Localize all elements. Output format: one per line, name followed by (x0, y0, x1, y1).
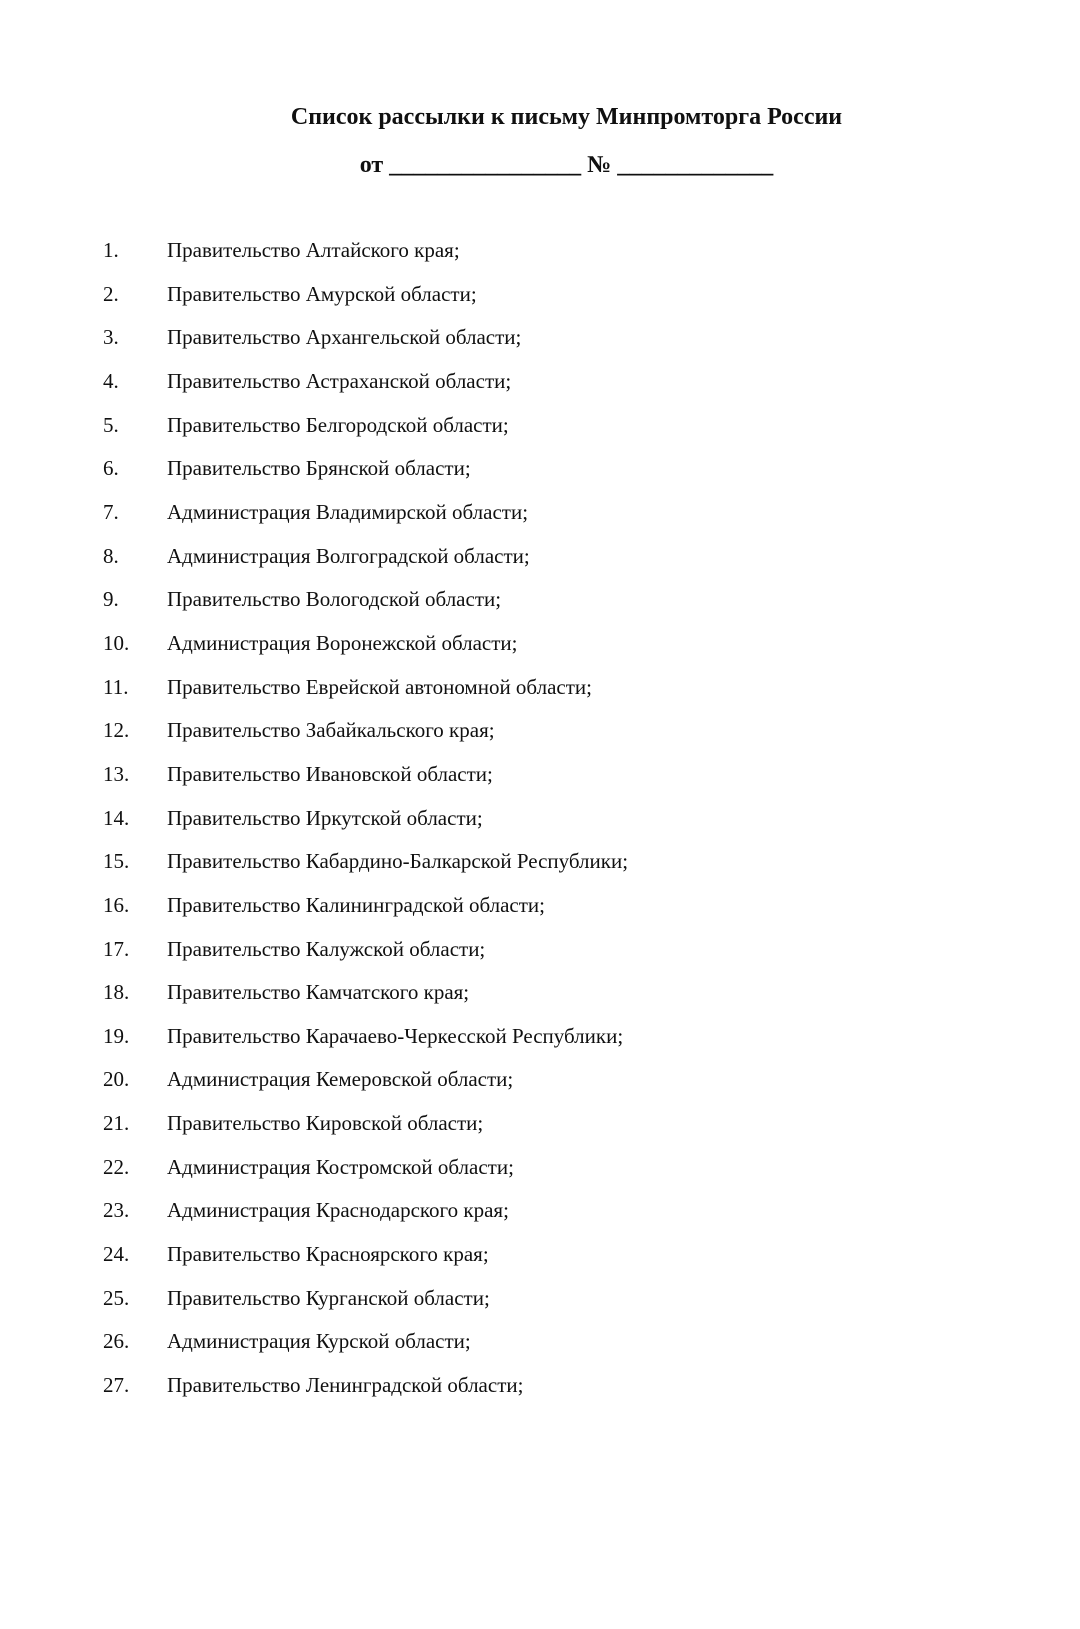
item-text: Правительство Кировской области; (167, 1111, 484, 1136)
item-number: 19. (103, 1023, 130, 1048)
list-item (103, 753, 1040, 797)
item-text: Администрация Владимирской области; (167, 499, 529, 524)
item-number: 12. (103, 718, 130, 743)
item-number: 27. (103, 1373, 130, 1398)
item-number: 23. (103, 1198, 130, 1223)
item-number: 8. (103, 543, 119, 568)
item-text: Правительство Забайкальского края; (167, 718, 495, 743)
item-text: Правительство Астраханской области; (167, 368, 512, 393)
list-item (103, 273, 1040, 317)
list-item (103, 1320, 1040, 1364)
document-subtitle (103, 149, 1030, 181)
item-number: 16. (103, 892, 130, 917)
item-text: Администрация Кемеровской области; (167, 1067, 514, 1092)
item-text: Правительство Ивановской области; (167, 761, 493, 786)
item-text: Правительство Кабардино-Балкарской Республики; (167, 849, 629, 874)
item-text: Правительство Ленинградской области; (167, 1373, 524, 1398)
list-item (103, 404, 1040, 448)
number-sign-label: № (587, 152, 612, 178)
item-text: Правительство Архангельской области; (167, 325, 522, 350)
item-text: Правительство Карачаево-Черкесской Республики; (167, 1023, 624, 1048)
item-number: 13. (103, 761, 130, 786)
item-text: Правительство Калининградской области; (167, 892, 545, 917)
date-blank-line: ________________ (389, 152, 582, 178)
item-number: 5. (103, 412, 119, 437)
list-item (103, 535, 1040, 579)
item-text: Администрация Костромской области; (167, 1154, 514, 1179)
item-number: 7. (103, 499, 119, 524)
list-item (103, 928, 1040, 972)
list-item (103, 1277, 1040, 1321)
item-number: 3. (103, 325, 119, 350)
item-number: 6. (103, 456, 119, 481)
item-number: 11. (103, 674, 129, 699)
item-number: 24. (103, 1242, 130, 1267)
list-item (103, 578, 1040, 622)
item-text: Правительство Алтайского края; (167, 238, 460, 262)
item-text: Администрация Курской области; (167, 1329, 471, 1354)
list-item (103, 316, 1040, 360)
item-text: Администрация Волгоградской области; (167, 543, 530, 568)
list-item (103, 1189, 1040, 1233)
list-item (103, 1233, 1040, 1277)
list-item (103, 622, 1040, 666)
item-number: 4. (103, 368, 119, 393)
list-item (103, 666, 1040, 710)
number-blank-line: _____________ (617, 152, 774, 178)
list-item (103, 1364, 1040, 1408)
list-item (103, 1015, 1040, 1059)
item-text: Правительство Еврейской автономной области; (167, 674, 592, 699)
list-item (103, 840, 1040, 884)
item-text: Правительство Камчатского края; (167, 980, 470, 1005)
item-text: Администрация Краснодарского края; (167, 1198, 509, 1223)
item-number: 25. (103, 1285, 130, 1310)
list-item (103, 971, 1040, 1015)
item-number: 21. (103, 1111, 130, 1136)
from-label: от (359, 152, 384, 178)
item-text: Правительство Иркутской области; (167, 805, 483, 830)
item-text: Администрация Воронежской области; (167, 630, 518, 655)
document-page (0, 101, 1080, 1629)
recipient-list (0, 229, 1080, 1408)
item-text: Правительство Вологодской области; (167, 587, 502, 612)
item-text: Правительство Красноярского края; (167, 1242, 489, 1267)
list-item (103, 447, 1040, 491)
item-number: 15. (103, 849, 130, 874)
item-text: Правительство Калужской области; (167, 936, 486, 961)
item-number: 2. (103, 281, 119, 306)
item-number: 14. (103, 805, 130, 830)
item-text: Правительство Белгородской области; (167, 412, 509, 437)
item-number: 9. (103, 587, 119, 612)
list-item (103, 1058, 1040, 1102)
item-number: 1. (103, 238, 119, 262)
list-item (103, 491, 1040, 535)
item-number: 17. (103, 936, 130, 961)
item-number: 22. (103, 1154, 130, 1179)
item-number: 10. (103, 630, 130, 655)
list-item (103, 360, 1040, 404)
item-number: 20. (103, 1067, 130, 1092)
document-title: Список рассылки к письму Минпромторга России (290, 104, 843, 130)
item-text: Правительство Амурской области; (167, 281, 477, 306)
list-item (103, 884, 1040, 928)
item-number: 26. (103, 1329, 130, 1354)
item-number: 18. (103, 980, 130, 1005)
list-item (103, 1102, 1040, 1146)
list-item (103, 229, 1040, 273)
list-item (103, 709, 1040, 753)
list-item (103, 1146, 1040, 1190)
list-item (103, 797, 1040, 841)
item-text: Правительство Курганской области; (167, 1285, 490, 1310)
item-text: Правительство Брянской области; (167, 456, 471, 481)
